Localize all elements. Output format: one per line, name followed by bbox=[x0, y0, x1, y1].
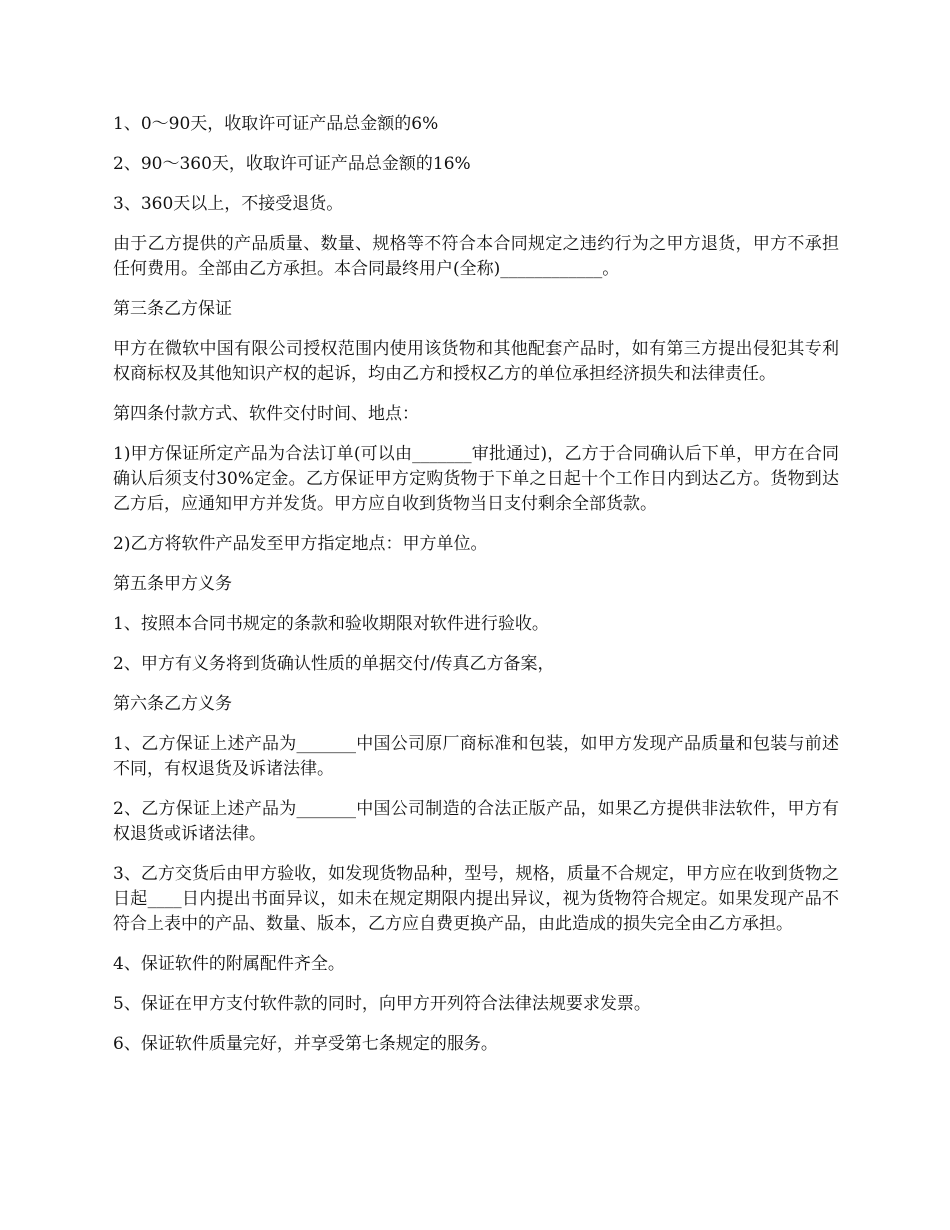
list-item: 2、乙方保证上述产品为_______中国公司制造的合法正版产品，如果乙方提供非法软件，甲方有权退货或诉诸法律。 bbox=[113, 799, 839, 844]
list-item: 6、保证软件质量完好，并享受第七条规定的服务。 bbox=[113, 1034, 498, 1054]
list-item: 2、甲方有义务将到货确认性质的单据交付/传真乙方备案， bbox=[113, 654, 555, 674]
document-body bbox=[113, 112, 839, 1072]
body-paragraph: 2)乙方将软件产品发至甲方指定地点：甲方单位。 bbox=[113, 534, 488, 554]
list-item: 2、90～360天，收取许可证产品总金额的16% bbox=[113, 154, 471, 174]
section-heading: 第四条付款方式、软件交付时间、地点： bbox=[113, 404, 419, 424]
list-item: 5、保证在甲方支付软件款的同时，向甲方开列符合法律法规要求发票。 bbox=[113, 994, 651, 1014]
list-item: 3、360天以上，不接受退货。 bbox=[113, 194, 344, 214]
list-item: 1、按照本合同书规定的条款和验收期限对软件进行验收。 bbox=[113, 614, 549, 634]
section-heading: 第五条甲方义务 bbox=[113, 574, 232, 594]
section-heading: 第三条乙方保证 bbox=[113, 299, 232, 319]
list-item: 1、0～90天，收取许可证产品总金额的6% bbox=[113, 114, 439, 134]
list-item: 4、保证软件的附属配件齐全。 bbox=[113, 954, 345, 974]
list-item: 3、乙方交货后由甲方验收，如发现货物品种，型号，规格，质量不合规定，甲方应在收到货物之日起____日内提出书面异议，如未在规定期限内提出异议，视为货物符合规定。如果发现产品不符合上表中的产品、数量、版本，乙方应自费更换产品，由此造成的损失完全由乙方承担。 bbox=[113, 864, 839, 934]
body-paragraph: 甲方在微软中国有限公司授权范围内使用该货物和其他配套产品时，如有第三方提出侵犯其专利权商标权及其他知识产权的起诉，均由乙方和授权乙方的单位承担经济损失和法律责任。 bbox=[113, 339, 839, 384]
body-paragraph: 由于乙方提供的产品质量、数量、规格等不符合本合同规定之违约行为之甲方退货，甲方不承担任何费用。全部由乙方承担。本合同最终用户(全称)____________。 bbox=[113, 234, 839, 279]
body-paragraph: 1)甲方保证所定产品为合法订单(可以由_______审批通过)，乙方于合同确认后下单，甲方在合同确认后须支付30%定金。乙方保证甲方定购货物于下单之日起十个工作日内到达乙方。货物到达乙方后，应通知甲方并发货。甲方应自收到货物当日支付剩余全部货款。 bbox=[113, 444, 839, 514]
list-item: 1、乙方保证上述产品为_______中国公司原厂商标准和包装，如甲方发现产品质量和包装与前述不同，有权退货及诉诸法律。 bbox=[113, 734, 839, 779]
section-heading: 第六条乙方义务 bbox=[113, 694, 232, 714]
